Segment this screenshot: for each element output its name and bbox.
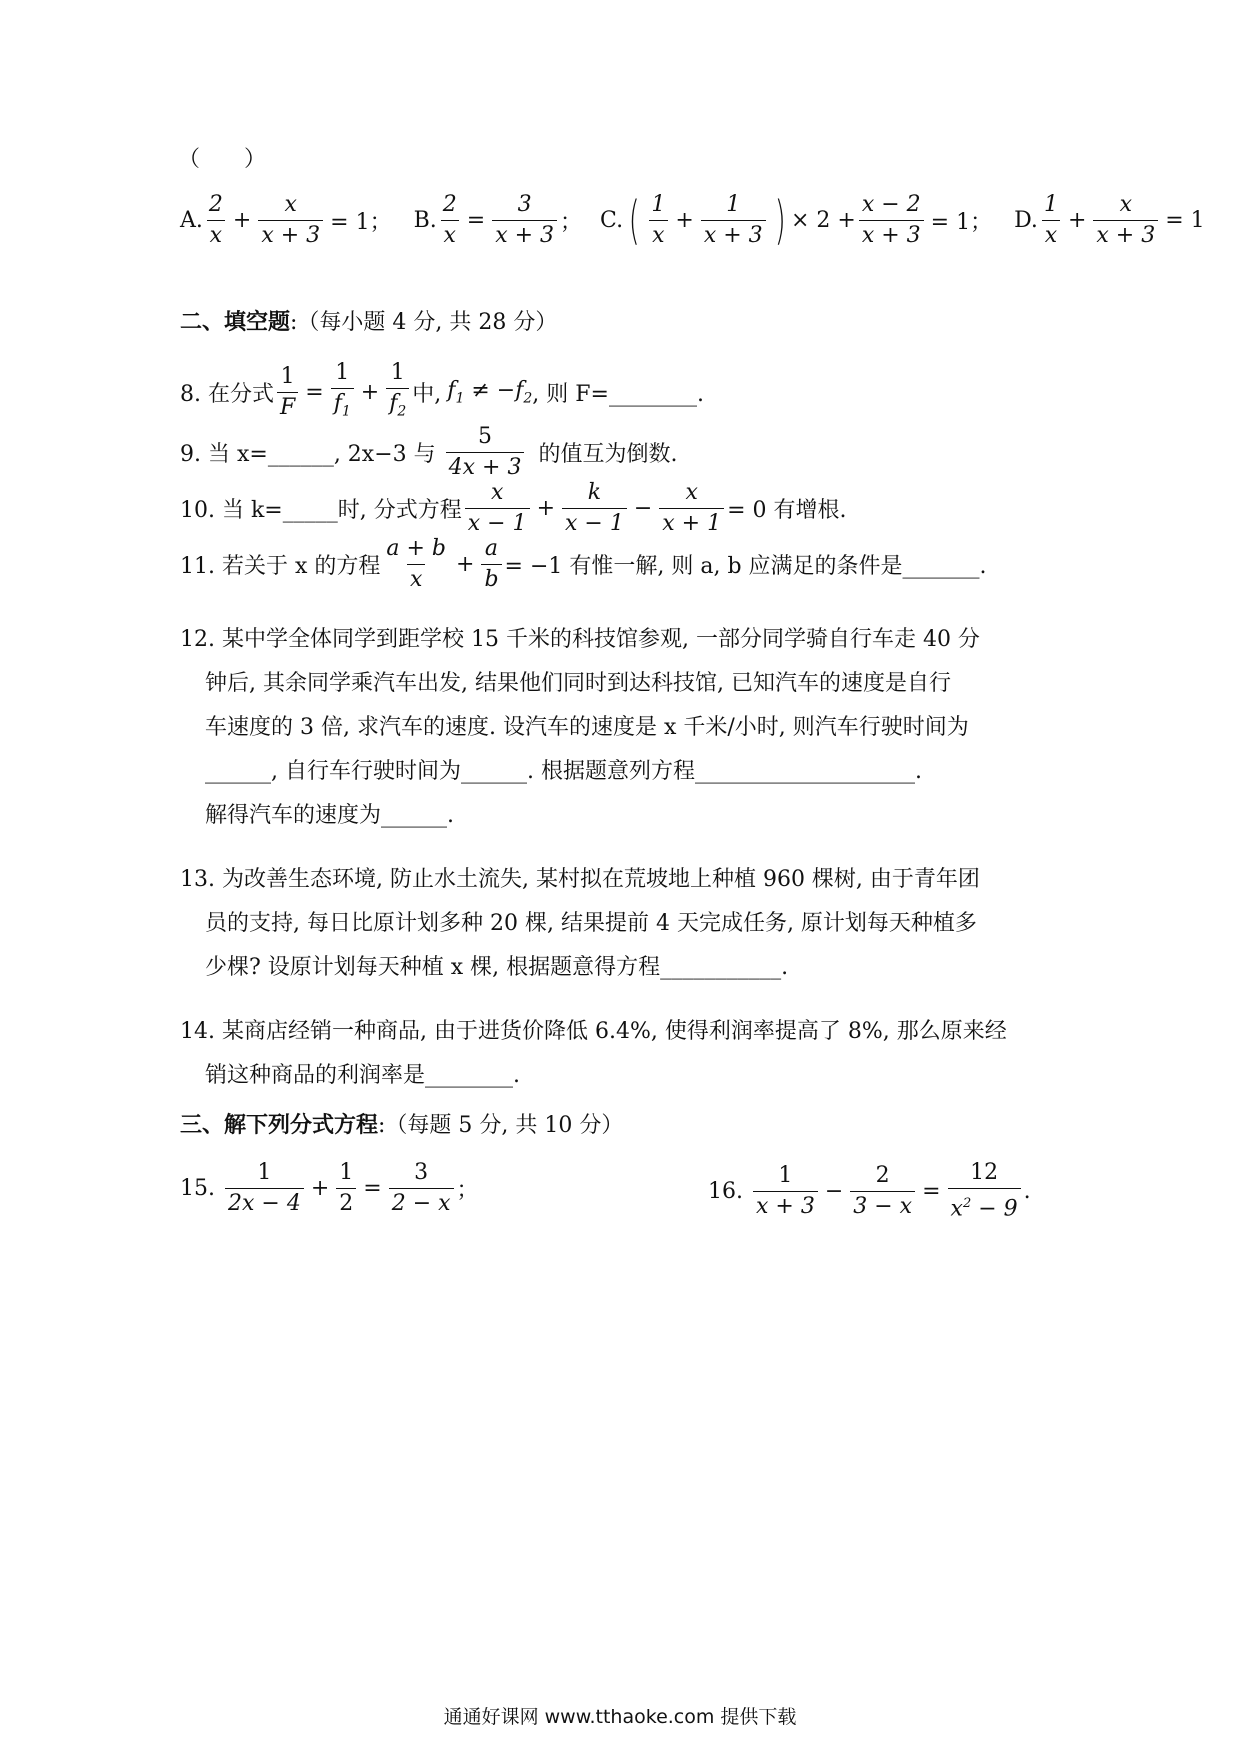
section-3-heading: 三、解下列分式方程 :（每题 5 分, 共 10 分） <box>180 1112 624 1138</box>
question-13-line-2: 员的支持, 每日比原计划多种 20 棵, 结果提前 4 天完成任务, 原计划每天种植多 <box>205 911 977 936</box>
fraction: $\frac{3}{x + 3}$ <box>492 192 557 249</box>
section-2-heading: 二、填空题 :（每小题 4 分, 共 28 分） <box>180 309 558 335</box>
option-c-label: C. <box>600 208 624 233</box>
question-12-line-4: ______, 自行车行驶时间为______. 根据题意列方程____________________. <box>205 759 922 784</box>
question-16: 16. $\frac{1}{x + 3}$ − $\frac{2}{3 - x}$ = $\frac{12}{x^2 - 9}$ . <box>708 1160 1031 1222</box>
option-d-label: D. <box>1014 208 1038 233</box>
q7-answer-blank: （ ） <box>178 147 267 172</box>
question-14-line-1: 14. 某商店经销一种商品, 由于进货价降低 6.4%, 使得利润率提高了 8%, 那么原来经 <box>180 1019 1007 1044</box>
question-13-line-1: 13. 为改善生态环境, 防止水土流失, 某村拟在荒坡地上种植 960 棵树, 由于青年团 <box>180 867 980 892</box>
question-10: 10. 当 k=_____时, 分式方程 $\frac{x}{x - 1}$ + $\frac{k}{x - 1}$ − $\frac{x}{x + 1}$ = 0 有增根. <box>180 480 847 536</box>
fraction: $\frac{1}{x}$ <box>648 192 668 249</box>
question-12-line-3: 车速度的 3 倍, 求汽车的速度. 设汽车的速度是 x 千米/小时, 则汽车行驶时间为 <box>205 715 969 740</box>
footer-source: 通通好课网 www.tthaoke.com 提供下载 <box>443 1706 797 1728</box>
option-b-label: B. <box>413 208 437 233</box>
question-12-line-1: 12. 某中学全体同学到距学校 15 千米的科技馆参观, 一部分同学骑自行车走 40 分 <box>180 627 980 652</box>
fraction: $\frac{2}{x}$ <box>440 192 460 249</box>
fraction: $\frac{x - 2}{x + 3}$ <box>859 192 924 249</box>
fraction: $\frac{1}{x}$ <box>1041 192 1061 249</box>
question-14-line-2: 销这种商品的利润率是________. <box>205 1063 520 1088</box>
fraction: $\frac{1}{x + 3}$ <box>701 192 766 249</box>
question-8: 8. 在分式 $\frac{1}{F}$ = $\frac{1}{f_1}$ + $\frac{1}{f_2}$ 中, $f_1 \ne -f_2$ , 则 F=________. <box>180 360 704 424</box>
q7-options: A. $\frac{2}{x}$ + $\frac{x}{x + 3}$ = 1； B. $\frac{2}{x}$ = $\frac{3}{x + 3}$ ； C. ( $\frac{1}{x}$ + $\frac{1}{x + 3}$ ) × 2 + $\frac{x - 2}{x + 3}$ = 1； D. $\frac{1}{x}$ + $\frac{x}{x + 3}$ = 1 <box>180 190 1205 251</box>
fraction: $\frac{2}{x}$ <box>206 192 226 249</box>
question-15: 15. $\frac{1}{2x - 4}$ + $\frac{1}{2}$ = $\frac{3}{2 - x}$ ； <box>180 1160 479 1216</box>
option-a-label: A. <box>180 208 203 233</box>
question-9: 9. 当 x=______, 2x−3 与 $\frac{5}{4x + 3}$ 的值互为倒数. <box>180 424 678 480</box>
fraction: $\frac{x}{x + 3}$ <box>1093 192 1158 249</box>
question-11: 11. 若关于 x 的方程 $\frac{a + b}{x}$ + $\frac{a}{b}$ = −1 有惟一解, 则 a, b 应满足的条件是_______. <box>180 536 987 592</box>
question-13-line-3: 少棵? 设原计划每天种植 x 棵, 根据题意得方程___________. <box>205 955 789 980</box>
question-12-line-2: 钟后, 其余同学乘汽车出发, 结果他们同时到达科技馆, 已知汽车的速度是自行 <box>205 671 951 696</box>
fraction: $\frac{x}{x + 3}$ <box>258 192 323 249</box>
question-12-line-5: 解得汽车的速度为______. <box>205 803 454 828</box>
